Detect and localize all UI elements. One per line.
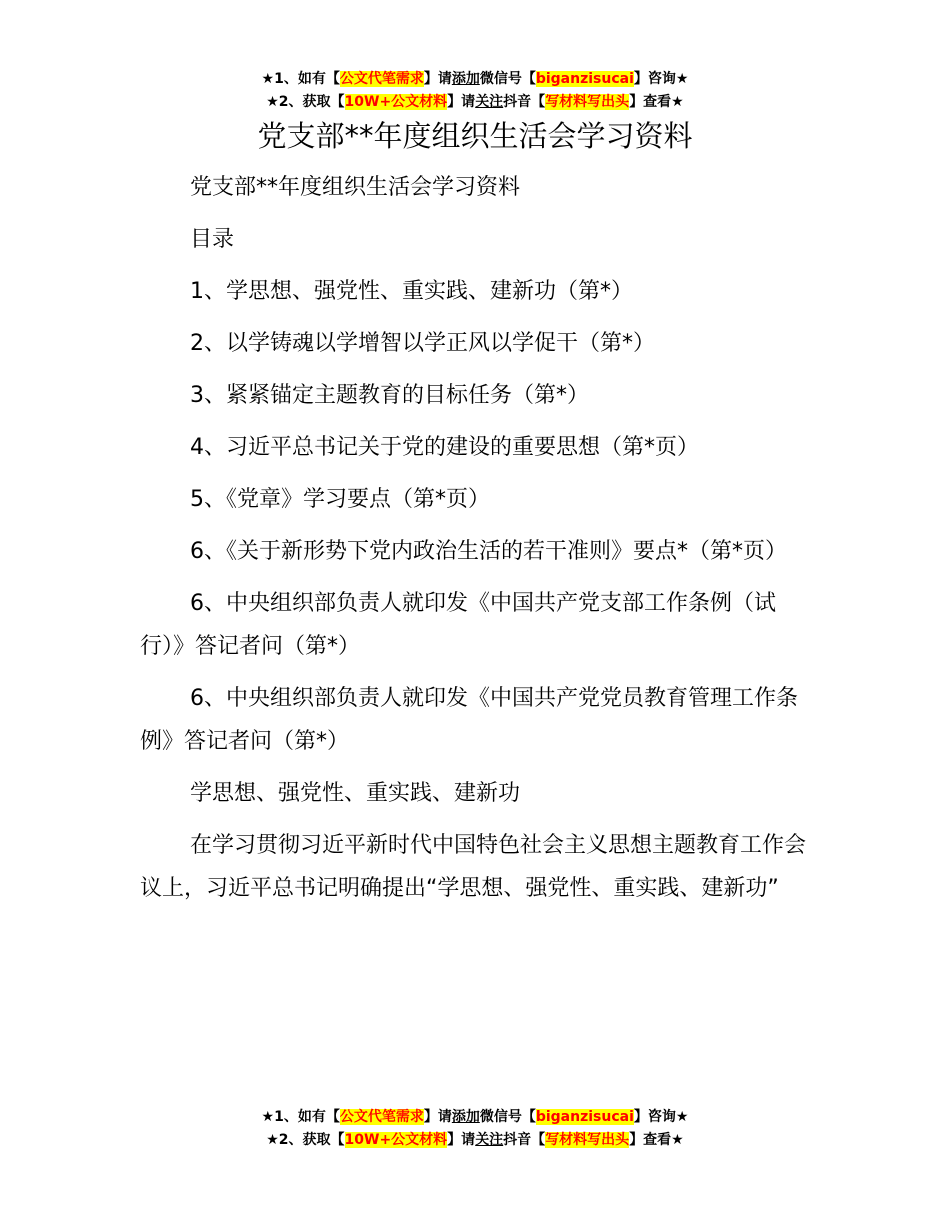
- highlight-wechat-id: biganzisucai: [535, 1109, 634, 1125]
- toc-item-3: 3、紧紧锚定主题教育的目标任务（第*）: [190, 383, 589, 408]
- paragraph-subtitle: 党支部**年度组织生活会学习资料: [190, 175, 521, 200]
- highlight-wechat-id: biganzisucai: [535, 71, 634, 87]
- footer-banner: [0, 1106, 950, 1152]
- toc-item-5: 5、《党章》学习要点（第*页）: [190, 487, 490, 512]
- highlight-materials: 10W+公文材料: [344, 94, 448, 110]
- toc-item-6b: 6、中央组织部负责人就印发《中国共产党支部工作条例（试行）》答记者问（第*）: [140, 591, 776, 659]
- highlight-ghostwriting: 公文代笔需求: [339, 1109, 424, 1125]
- banner-line-2: ★2、获取【10W+公文材料】请关注抖音【写材料写出头】查看★: [266, 94, 684, 110]
- footer-line-1: ★1、如有【公文代笔需求】请添加微信号【biganzisucai】咨询★: [261, 1109, 689, 1125]
- footer-line-2: ★2、获取【10W+公文材料】请关注抖音【写材料写出头】查看★: [266, 1132, 684, 1148]
- document-body: [140, 166, 812, 919]
- toc-item-4: 4、习近平总书记关于党的建设的重要思想（第*页）: [190, 435, 699, 460]
- banner-line-1: ★1、如有【公文代笔需求】请添加微信号【biganzisucai】咨询★: [261, 71, 689, 87]
- section-heading: 学思想、强党性、重实践、建新功: [190, 781, 521, 806]
- highlight-douyin: 写材料写出头: [545, 94, 630, 110]
- document-title: 党支部**年度组织生活会学习资料: [257, 119, 693, 153]
- highlight-ghostwriting: 公文代笔需求: [339, 71, 424, 87]
- highlight-materials: 10W+公文材料: [344, 1132, 448, 1148]
- highlight-douyin: 写材料写出头: [545, 1132, 630, 1148]
- body-paragraph: 在学习贯彻习近平新时代中国特色社会主义思想主题教育工作会议上，习近平总书记明确提出“学思想、强党性、重实践、建新功”: [140, 833, 807, 901]
- header-banner: [0, 68, 950, 114]
- paragraph-toc-heading: 目录: [190, 227, 235, 252]
- toc-item-1: 1、学思想、强党性、重实践、建新功（第*）: [190, 279, 633, 304]
- toc-item-6c: 6、中央组织部负责人就印发《中国共产党党员教育管理工作条例》答记者问（第*）: [140, 686, 798, 754]
- toc-item-6a: 6、《关于新形势下党内政治生活的若干准则》要点*（第*页）: [190, 539, 787, 564]
- toc-item-2: 2、以学铸魂以学增智以学正风以学促干（第*）: [190, 331, 655, 356]
